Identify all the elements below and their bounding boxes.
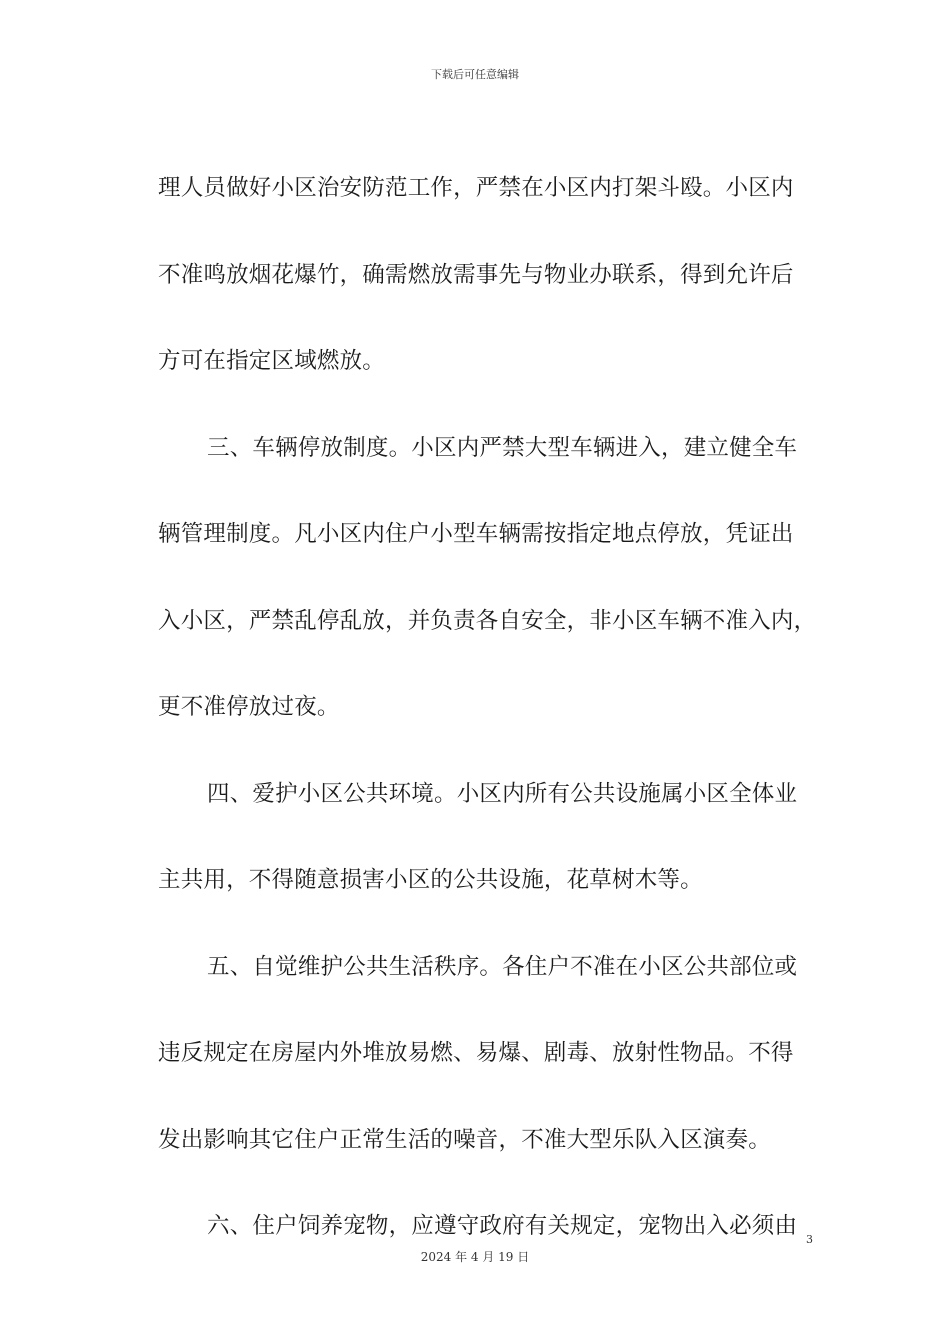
page-header: 下载后可任意编辑 [431, 68, 519, 81]
text-line: 更不准停放过夜。 [158, 694, 340, 720]
section-heading-line: 六、住户饲养宠物，应遵守政府有关规定，宠物出入必须由 [207, 1213, 798, 1239]
text-line: 辆管理制度。凡小区内住户小型车辆需按指定地点停放，凭证出 [158, 521, 794, 547]
page-number: 3 [806, 1233, 813, 1246]
text-line: 方可在指定区域燃放。 [158, 348, 386, 374]
section-heading-line: 三、车辆停放制度。小区内严禁大型车辆进入，建立健全车 [207, 434, 798, 461]
text-line: 入小区，严禁乱停乱放，并负责各自安全，非小区车辆不准入内， [158, 607, 817, 634]
document-body [158, 170, 818, 1295]
section-heading-line: 五、自觉维护公共生活秩序。各住户不准在小区公共部位或 [207, 953, 798, 980]
section-heading-line: 四、爱护小区公共环境。小区内所有公共设施属小区全体业 [207, 780, 798, 807]
text-line: 主共用，不得随意损害小区的公共设施，花草树木等。 [158, 867, 703, 893]
text-line: 理人员做好小区治安防范工作，严禁在小区内打架斗殴。小区内 [158, 175, 794, 201]
footer-date: 2024 年 4 月 19 日 [420, 1250, 530, 1264]
text-line: 发出影响其它住户正常生活的噪音，不准大型乐队入区演奏。 [158, 1126, 771, 1153]
text-line: 违反规定在房屋内外堆放易燃、易爆、剧毒、放射性物品。不得 [158, 1040, 794, 1066]
text-line: 不准鸣放烟花爆竹，确需燃放需事先与物业办联系，得到允许后 [158, 261, 794, 288]
